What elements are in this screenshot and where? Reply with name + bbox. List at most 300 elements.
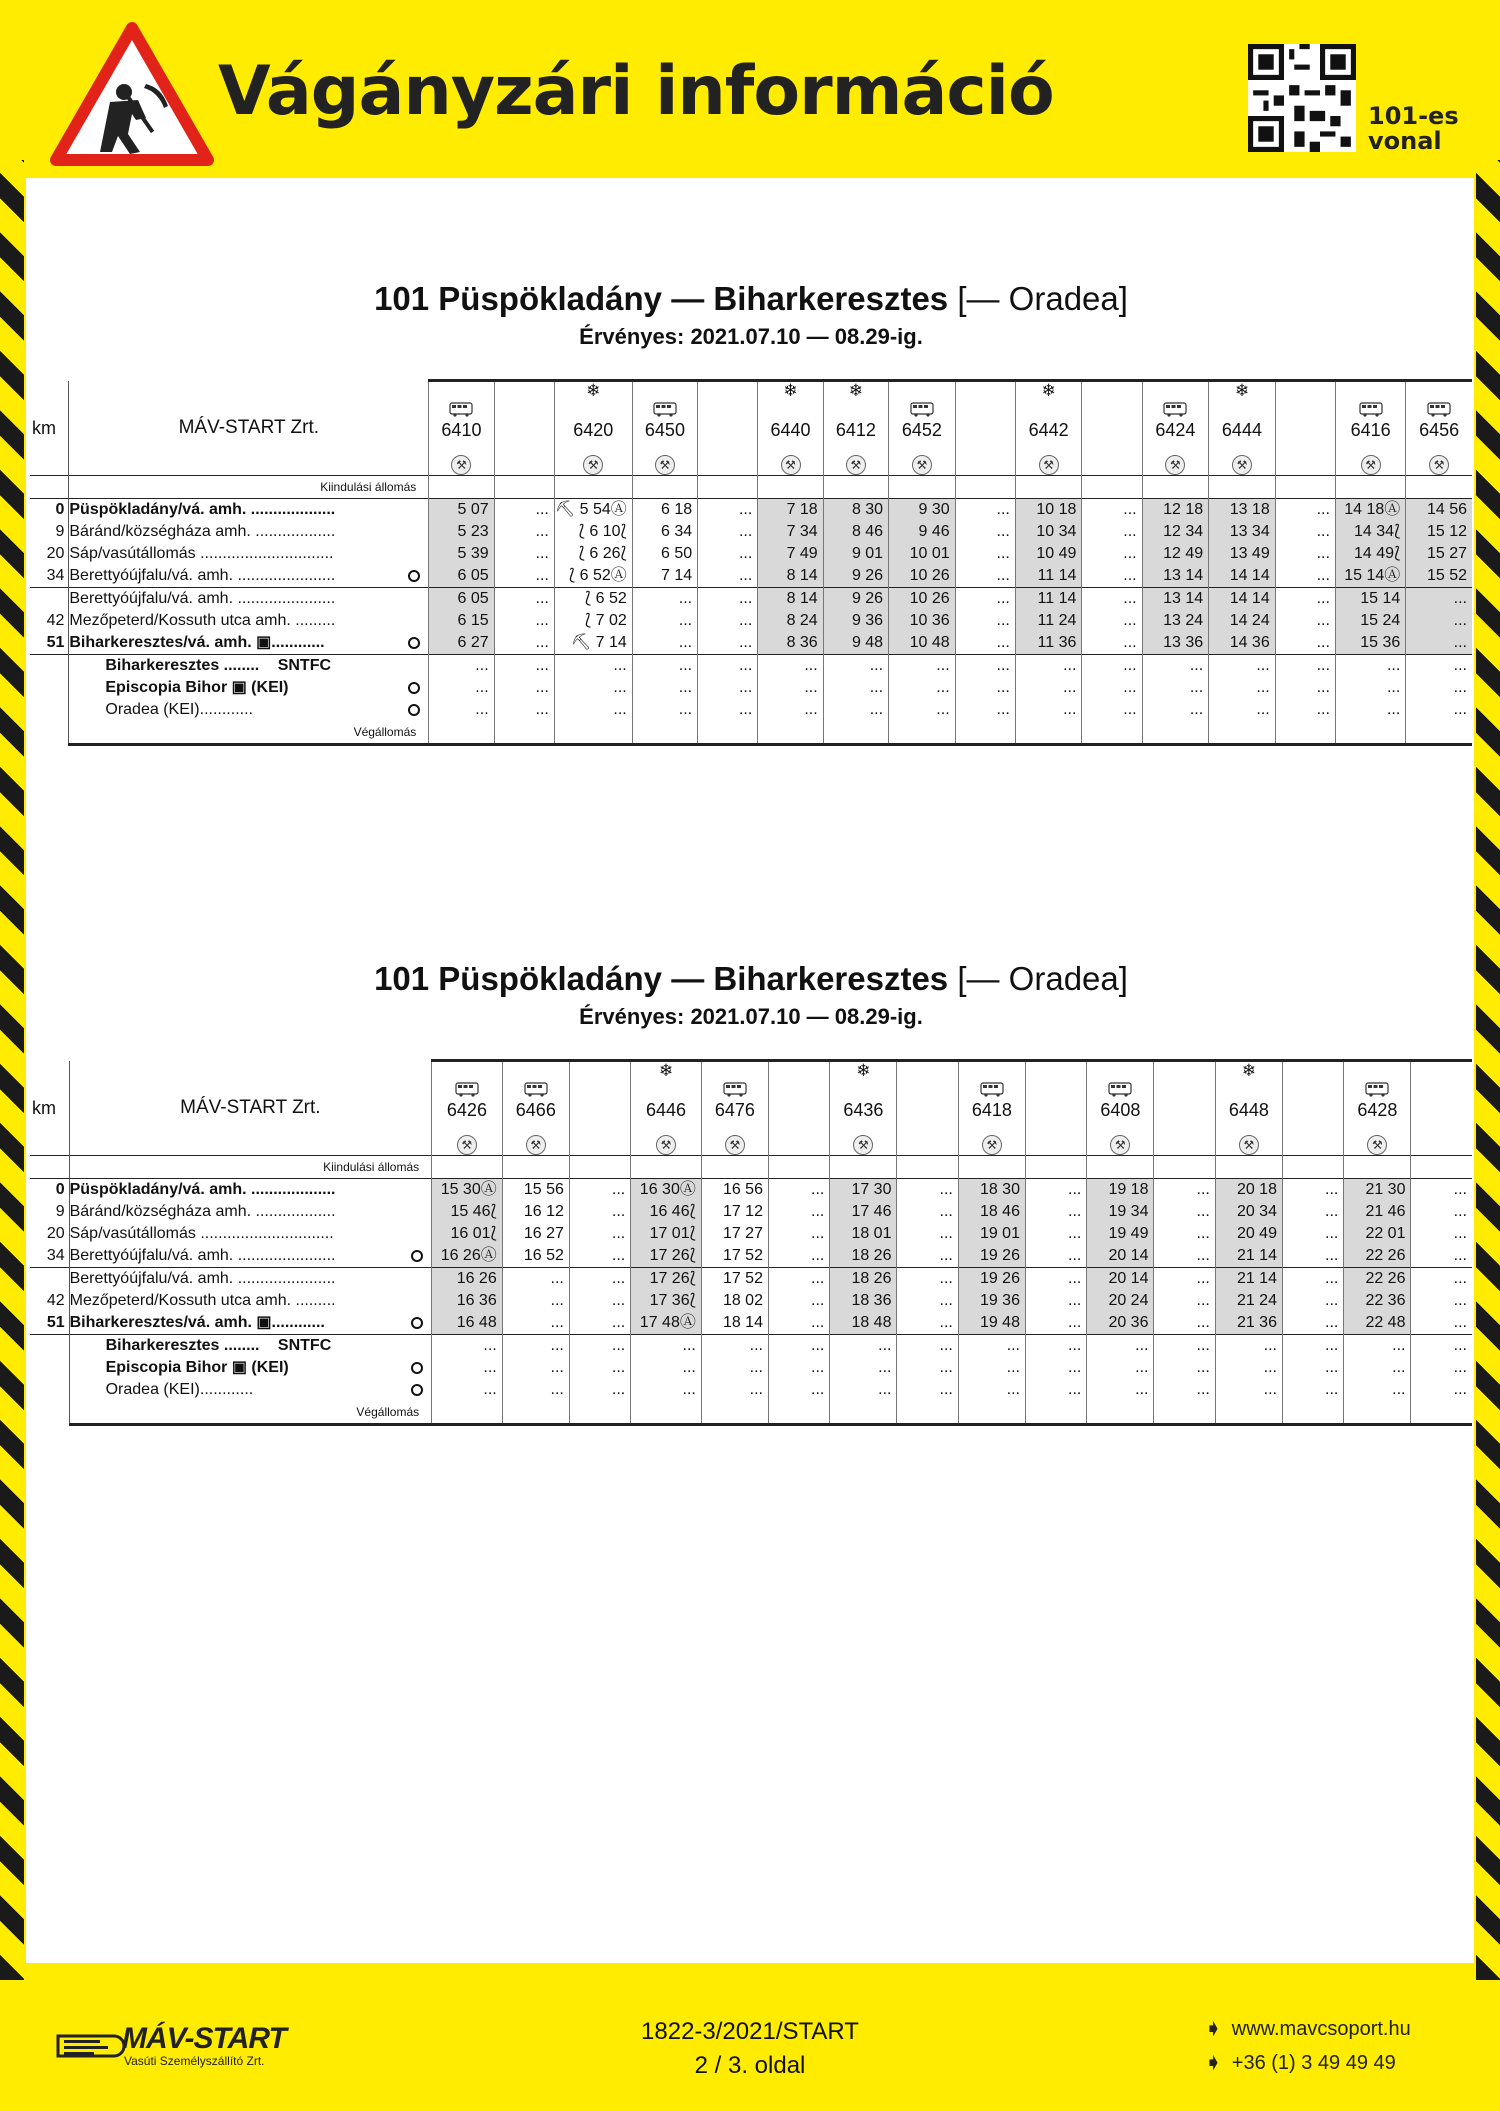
station-km: 9 (55, 523, 65, 540)
empty-time: ... (432, 1335, 503, 1358)
train-header (1087, 1061, 1154, 1156)
empty-time: ... (632, 677, 697, 699)
departure-time: ... (768, 1268, 829, 1291)
departure-time: ... (1154, 1223, 1215, 1245)
train-number: 6444 (1221, 420, 1262, 440)
departure-time: 9 48 (823, 632, 888, 655)
empty-time: ... (1406, 655, 1472, 678)
departure-time: ... (1275, 588, 1335, 611)
departure-time: ... (494, 543, 554, 565)
departure-time: 10 01 (889, 543, 956, 565)
extension-station (69, 699, 429, 721)
departure-time: ... (569, 1223, 630, 1245)
empty-time: ... (897, 1379, 958, 1401)
empty-time: ... (1282, 1357, 1343, 1379)
train-number: 6448 (1228, 1100, 1269, 1120)
train-header (1335, 381, 1405, 476)
track-work-icon: ⚒ (1429, 455, 1449, 475)
departure-time: 5 39 (429, 543, 494, 565)
empty-time: ... (897, 1357, 958, 1379)
track-work-icon: ⚒ (583, 455, 603, 475)
departure-time: ... (569, 1201, 630, 1223)
timetable-2 (30, 1059, 1472, 1426)
departure-label: Kiindulási állomás (69, 1156, 432, 1179)
station-name (69, 543, 429, 565)
empty-time: ... (502, 1335, 569, 1358)
departure-time: ... (1154, 1312, 1215, 1335)
train-header (1154, 1061, 1215, 1156)
station-row (30, 588, 1472, 611)
station-row (30, 521, 1472, 543)
empty-time: ... (1335, 699, 1405, 721)
departure-time: 15 24 (1335, 610, 1405, 632)
departure-time: 21 36 (1215, 1312, 1282, 1335)
train-number: 6418 (971, 1100, 1012, 1120)
departure-time: 18 30 (958, 1179, 1025, 1202)
station-km (30, 588, 69, 611)
empty-slot (1344, 1062, 1410, 1080)
departure-time: 19 01 (958, 1223, 1025, 1245)
departure-time: 18 36 (830, 1290, 897, 1312)
train-header (768, 1061, 829, 1156)
departure-time: ... (569, 1179, 630, 1202)
train-header (1275, 381, 1335, 476)
departure-time: 15 52 (1406, 565, 1472, 588)
departure-time: ... (1406, 632, 1472, 655)
departure-time: ... (1025, 1223, 1086, 1245)
departure-time: ... (1282, 1179, 1343, 1202)
departure-time: ... (1025, 1245, 1086, 1268)
bus-icon (910, 402, 934, 417)
departure-time: 11 14 (1015, 565, 1082, 588)
page-number: 2 / 3. oldal (694, 2052, 806, 2079)
empty-time: ... (1411, 1357, 1472, 1379)
bus-icon (1359, 402, 1383, 417)
empty-time: ... (1087, 1379, 1154, 1401)
departure-time: 9 01 (823, 543, 888, 565)
departure-time: ... (897, 1312, 958, 1335)
empty-time: ... (1154, 1357, 1215, 1379)
km-header: km (32, 1097, 56, 1118)
departure-time: ... (494, 588, 554, 611)
train-number: 6450 (644, 420, 685, 440)
stop-circle-icon (411, 1362, 423, 1374)
departure-time: 15 14Ⓐ (1335, 565, 1405, 588)
empty-time: ... (698, 699, 758, 721)
bus-icon (723, 1082, 747, 1097)
departure-time: ⟅ 6 10⟅ (554, 521, 632, 543)
departure-time: ... (1282, 1268, 1343, 1291)
empty-time: ... (830, 1357, 897, 1379)
departure-time: ... (1411, 1245, 1472, 1268)
empty-time: ... (632, 699, 697, 721)
departure-time: ... (494, 521, 554, 543)
empty-time: ... (889, 699, 956, 721)
departure-time: ... (768, 1223, 829, 1245)
station-name (69, 1268, 432, 1291)
empty-slot (702, 1062, 768, 1080)
air-conditioned-icon: ❄ (783, 381, 798, 400)
empty-time: ... (569, 1357, 630, 1379)
departure-time: ... (1082, 499, 1142, 522)
train-header (502, 1061, 569, 1156)
bus-icon (653, 402, 677, 417)
empty-slot (1026, 1062, 1086, 1080)
empty-time: ... (494, 655, 554, 678)
empty-time: ... (830, 1379, 897, 1401)
arrival-label: Végállomás (69, 721, 429, 745)
departure-time: ... (1025, 1179, 1086, 1202)
train-number: 6428 (1357, 1100, 1398, 1120)
empty-time: ... (1154, 1335, 1215, 1358)
document-reference: 1822-3/2021/START (641, 2018, 859, 2045)
empty-time: ... (758, 699, 823, 721)
station-label: Mezőpeterd/Kossuth utca amh. ......... (69, 612, 336, 629)
train-header (1015, 381, 1082, 476)
departure-time: ... (1025, 1290, 1086, 1312)
departure-time: 22 01 (1344, 1223, 1411, 1245)
empty-time: ... (432, 1357, 503, 1379)
phone-text: +36 (1) 3 49 49 49 (1231, 2052, 1396, 2074)
extension-station (69, 677, 429, 699)
train-number: 6408 (1100, 1100, 1141, 1120)
departure-time: 9 36 (823, 610, 888, 632)
route-name: 101 Püspökladány — Biharkeresztes (374, 280, 949, 317)
bus-icon (1108, 1082, 1132, 1097)
train-number: 6436 (843, 1100, 884, 1120)
departure-time: 18 14 (701, 1312, 768, 1335)
departure-time: 20 14 (1087, 1245, 1154, 1268)
empty-time: ... (1025, 1335, 1086, 1358)
departure-time: ... (1082, 588, 1142, 611)
departure-time: 20 24 (1087, 1290, 1154, 1312)
track-work-icon: ⚒ (1039, 455, 1059, 475)
empty-time: ... (554, 655, 632, 678)
empty-time: ... (1411, 1379, 1472, 1401)
line-word: vonal (1368, 127, 1442, 155)
station-name (69, 1223, 432, 1245)
departure-time: ... (632, 632, 697, 655)
empty-slot (889, 382, 955, 400)
empty-time: ... (1275, 677, 1335, 699)
track-work-icon: ⚒ (1361, 455, 1381, 475)
departure-time: 14 24 (1209, 610, 1276, 632)
departure-time: 17 12 (701, 1201, 768, 1223)
departure-time: 16 48 (432, 1312, 503, 1335)
departure-time: 18 26 (830, 1245, 897, 1268)
departure-time: ⛏ 7 14 (554, 632, 632, 655)
departure-time: 19 49 (1087, 1223, 1154, 1245)
stop-circle-icon (408, 682, 420, 694)
empty-time: ... (768, 1379, 829, 1401)
extension-row (30, 1335, 1472, 1358)
empty-time: ... (1209, 699, 1276, 721)
extension-label: Episcopia Bihor ▣ (KEI) (105, 679, 289, 696)
station-km: 42 (46, 612, 65, 629)
empty-time: ... (1087, 1335, 1154, 1358)
station-label: Sáp/vasútállomás .............................. (69, 545, 334, 562)
empty-time: ... (1209, 655, 1276, 678)
departure-time: 16 12 (502, 1201, 569, 1223)
departure-time: ... (698, 521, 758, 543)
departure-time: ... (1406, 588, 1472, 611)
empty-time: ... (889, 655, 956, 678)
departure-time: ⟅ 7 02 (554, 610, 632, 632)
departure-time: ... (1282, 1312, 1343, 1335)
departure-time: 10 34 (1015, 521, 1082, 543)
departure-time: 20 18 (1215, 1179, 1282, 1202)
train-number: 6452 (901, 420, 942, 440)
track-work-icon: ⚒ (1367, 1135, 1387, 1155)
departure-time: ... (1275, 521, 1335, 543)
departure-time: ... (569, 1245, 630, 1268)
departure-time: 17 52 (701, 1268, 768, 1291)
departure-time: 14 56 (1406, 499, 1472, 522)
air-conditioned-icon: ❄ (856, 1061, 871, 1080)
departure-time: 12 34 (1142, 521, 1209, 543)
track-work-icon: ⚒ (656, 1135, 676, 1155)
validity-period: Érvényes: 2021.07.10 — 08.29-ig. (579, 1004, 923, 1029)
track-work-icon: ⚒ (526, 1135, 546, 1155)
departure-time: 7 49 (758, 543, 823, 565)
departure-time: ... (897, 1268, 958, 1291)
empty-time: ... (1082, 699, 1142, 721)
departure-time: 6 50 (632, 543, 697, 565)
empty-time: ... (632, 655, 697, 678)
departure-time: 8 24 (758, 610, 823, 632)
departure-time: 18 26 (830, 1268, 897, 1291)
track-work-icon: ⚒ (1232, 455, 1252, 475)
departure-time: 21 14 (1215, 1245, 1282, 1268)
departure-time: 8 36 (758, 632, 823, 655)
empty-time: ... (631, 1379, 702, 1401)
station-km: 0 (30, 499, 69, 522)
air-conditioned-icon: ❄ (848, 381, 864, 400)
station-label: Mezőpeterd/Kossuth utca amh. ......... (69, 1292, 336, 1309)
departure-time: ⟅ 6 26⟅ (554, 543, 632, 565)
empty-slot (503, 1062, 569, 1080)
departure-time: 14 14 (1209, 565, 1276, 588)
departure-time: ... (632, 588, 697, 611)
empty-time: ... (1282, 1335, 1343, 1358)
empty-time: ... (1215, 1357, 1282, 1379)
extension-row (30, 677, 1472, 699)
departure-time: ... (955, 588, 1015, 611)
extension-label: Oradea (KEI)............ (105, 701, 253, 718)
departure-time: 12 49 (1142, 543, 1209, 565)
timetable-title (30, 280, 1472, 318)
station-km (30, 1268, 69, 1291)
departure-time: 16 27 (502, 1223, 569, 1245)
extension-station (69, 655, 429, 678)
empty-time: ... (701, 1379, 768, 1401)
departure-time: ... (1025, 1201, 1086, 1223)
departure-time: ... (897, 1223, 958, 1245)
departure-time: ... (1282, 1223, 1343, 1245)
empty-time: ... (494, 677, 554, 699)
departure-time: ... (698, 632, 758, 655)
train-header (1282, 1061, 1343, 1156)
departure-time: 19 34 (1087, 1201, 1154, 1223)
departure-time: ... (897, 1179, 958, 1202)
extension-row (30, 1357, 1472, 1379)
departure-time: ... (1411, 1268, 1472, 1291)
empty-time: ... (1344, 1357, 1411, 1379)
departure-time: 6 15 (429, 610, 494, 632)
departure-time: ... (1154, 1201, 1215, 1223)
timetable-1 (30, 379, 1472, 746)
station-km: 9 (55, 1203, 65, 1220)
departure-time: 17 36⟅ (631, 1290, 702, 1312)
extension-label: Oradea (KEI)............ (105, 1381, 254, 1398)
train-header (1025, 1061, 1086, 1156)
train-header (955, 381, 1015, 476)
track-work-icon: ⚒ (451, 455, 471, 475)
empty-slot (959, 1062, 1025, 1080)
departure-time: ... (1282, 1201, 1343, 1223)
departure-time: 14 14 (1209, 588, 1276, 611)
arrival-label: Végállomás (69, 1401, 432, 1425)
extension-label: Episcopia Bihor ▣ (KEI) (105, 1359, 289, 1376)
empty-time: ... (569, 1379, 630, 1401)
empty-time: ... (698, 655, 758, 678)
departure-time: ... (698, 543, 758, 565)
page-footer (0, 1980, 1500, 2111)
departure-time: ... (494, 499, 554, 522)
logo-text: MÁV-START (122, 2022, 286, 2055)
departure-time: 22 26 (1344, 1245, 1411, 1268)
station-name (69, 1201, 432, 1223)
bus-icon (455, 1082, 479, 1097)
station-name (69, 1179, 432, 1202)
empty-time: ... (889, 677, 956, 699)
departure-time: 15 12 (1406, 521, 1472, 543)
train-header (1411, 1061, 1472, 1156)
departure-time: 8 30 (823, 499, 888, 522)
departure-time: 18 01 (830, 1223, 897, 1245)
bus-icon (1365, 1082, 1389, 1097)
empty-slot (769, 1062, 829, 1080)
departure-time: 20 49 (1215, 1223, 1282, 1245)
train-header (1215, 1061, 1282, 1156)
phone-number[interactable] (1205, 2050, 1396, 2075)
extension-station (69, 1379, 432, 1401)
empty-time: ... (1282, 1379, 1343, 1401)
departure-time: 21 24 (1215, 1290, 1282, 1312)
departure-time: 22 26 (1344, 1268, 1411, 1291)
station-name (69, 1312, 432, 1335)
departure-time: 17 01⟅ (631, 1223, 702, 1245)
station-name (69, 632, 429, 655)
empty-time: ... (1344, 1335, 1411, 1358)
departure-time: 14 49⟅ (1335, 543, 1405, 565)
empty-time: ... (1275, 655, 1335, 678)
arrow-icon: ➧ (1205, 2052, 1222, 2074)
track-work-icon: ⚒ (781, 455, 801, 475)
train-number: 6446 (646, 1100, 687, 1120)
empty-slot (1276, 382, 1335, 400)
departure-time: 13 18 (1209, 499, 1276, 522)
departure-time: ... (768, 1312, 829, 1335)
station-label: Sáp/vasútállomás .............................. (69, 1225, 334, 1242)
empty-slot (698, 382, 757, 400)
km-header: km (32, 417, 56, 438)
departure-time: 13 49 (1209, 543, 1276, 565)
page-title: Vágányzári információ (218, 52, 1054, 131)
empty-time: ... (698, 677, 758, 699)
departure-time: ⛏ 5 54Ⓐ (554, 499, 632, 522)
station-km: 0 (30, 1179, 69, 1202)
station-row (30, 1223, 1472, 1245)
departure-time: 5 07 (429, 499, 494, 522)
track-work-icon: ⚒ (846, 455, 866, 475)
station-name (69, 588, 429, 611)
departure-time: ... (1406, 610, 1472, 632)
station-row (30, 565, 1472, 588)
empty-time: ... (1142, 677, 1209, 699)
departure-time: 15 30Ⓐ (432, 1179, 503, 1202)
extension-row (30, 699, 1472, 721)
station-label: Berettyóújfalu/vá. amh. ...................... (69, 590, 336, 607)
departure-time: ... (1275, 499, 1335, 522)
empty-time: ... (958, 1335, 1025, 1358)
departure-time: 16 56 (701, 1179, 768, 1202)
empty-time: ... (1025, 1379, 1086, 1401)
departure-time: 19 26 (958, 1268, 1025, 1291)
departure-time: 10 49 (1015, 543, 1082, 565)
empty-time: ... (1209, 677, 1276, 699)
departure-time: ... (1275, 565, 1335, 588)
station-row (30, 610, 1472, 632)
empty-slot (432, 1062, 502, 1080)
empty-slot (1154, 1062, 1214, 1080)
station-km: 51 (46, 1314, 65, 1331)
station-name (69, 1290, 432, 1312)
website-text: www.mavcsoport.hu (1231, 2018, 1411, 2040)
departure-time: 22 48 (1344, 1312, 1411, 1335)
departure-time: ... (955, 632, 1015, 655)
operator-name: MÁV-START Zrt. (69, 381, 429, 476)
departure-time: ... (569, 1312, 630, 1335)
departure-time: 16 26 (432, 1268, 503, 1291)
station-km: 51 (46, 634, 65, 651)
empty-slot (1087, 1062, 1153, 1080)
bus-icon (449, 402, 473, 417)
train-header (897, 1061, 958, 1156)
website-link[interactable] (1205, 2016, 1411, 2041)
bus-icon (524, 1082, 548, 1097)
departure-time: 9 30 (889, 499, 956, 522)
empty-time: ... (631, 1335, 702, 1358)
arrow-icon: ➧ (1205, 2018, 1222, 2040)
departure-time: 15 36 (1335, 632, 1405, 655)
train-header (569, 1061, 630, 1156)
departure-time: 14 34⟅ (1335, 521, 1405, 543)
departure-time: ... (1282, 1245, 1343, 1268)
departure-time: ... (698, 588, 758, 611)
station-name (69, 521, 429, 543)
logo-subtitle: Vasúti Személyszállító Zrt. (124, 2054, 265, 2068)
departure-time: ... (1082, 543, 1142, 565)
departure-time: ... (1282, 1290, 1343, 1312)
operator-tag: SNTFC (277, 657, 332, 674)
track-work-icon: ⚒ (1110, 1135, 1130, 1155)
departure-time: 14 36 (1209, 632, 1276, 655)
departure-time: ... (1082, 632, 1142, 655)
station-name (69, 565, 429, 588)
qr-code[interactable] (1248, 44, 1356, 152)
departure-time: 13 24 (1142, 610, 1209, 632)
